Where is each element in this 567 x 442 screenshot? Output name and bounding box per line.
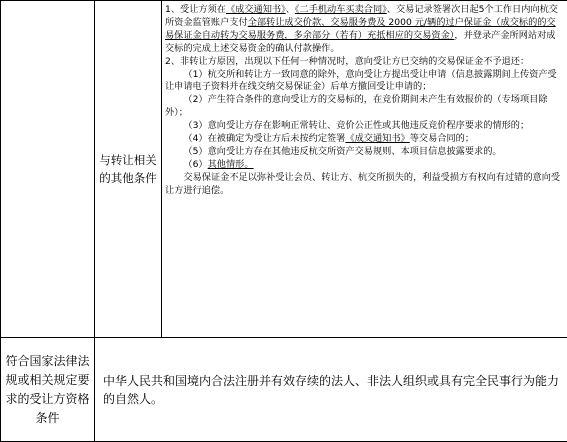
text-segment: ，并登录产金所网站对成交标的完成上述交易资金的确认付款操作。 [165,30,555,54]
underlined-text: 其他情形。 [208,159,254,170]
underlined-text: 《成交通知书》 [345,133,409,144]
row-label-other-conditions: 与转让相关的其他条件 [95,1,162,338]
condition-paragraph [165,4,564,56]
text-segment: （6） [183,159,207,170]
condition-paragraph [165,69,564,95]
text-segment: 、交易记录签署次日起5个工作日内向杭交所资金监管账户支付 [165,4,558,28]
text-segment: 交易保证金不足以弥补受让会员、转让方、杭交所损失的，利益受损方有权向有过错的意向受让方进行追偿。 [165,172,560,196]
text-segment: （5）意向受让方存在其他违反杭交所资产交易规则、本项目信息披露要求的。 [183,146,501,157]
condition-paragraph [165,172,564,198]
underlined-text: 全部转让成交价款、交易服务费及 2000 元/辆的过户保证金（成交标的的交易保证金自动转为交易服务费，多余部分（若有）充抵相应的交易资金） [165,17,556,41]
text-segment: （4）在被确定为受让方后未按约定签署 [183,133,345,144]
text-segment: 等交易合同的； [410,133,474,144]
text-segment: （3）意向受让方存在影响正常转让、竞价公正性或其他违反竞价程序要求的情形的； [183,120,529,131]
table-row-qualification [1,338,567,442]
table-row-other-conditions [1,1,567,338]
condition-paragraph [165,94,564,120]
underlined-text: 《成交通知书》 [226,4,286,15]
underlined-text: 《二手机动车买卖合同》 [295,4,387,15]
other-conditions-content [162,1,567,338]
condition-paragraph [165,120,564,133]
qualification-content: 中华人民共和国境内合法注册并有效存续的法人、非法人组织或具有完全民事行为能力的自然人。 [95,338,567,442]
condition-paragraph [165,159,564,172]
condition-paragraph [165,133,564,146]
text-segment: 1、受让方须在 [165,4,226,15]
condition-paragraph [165,56,564,69]
condition-paragraph [165,146,564,159]
empty-left-cell [1,1,95,338]
text-segment: （2）产生符合条件的意向受让方的交易标的，在竞价期间未产生有效报价的（专场项目除外）； [165,94,548,118]
row-label-qualification: 符合国家法律法规或相关规定要求的受让方资格条件 [1,338,95,442]
text-segment: 、 [286,4,295,15]
text-segment: （1）杭交所和转让方一致同意的除外，意向受让方提出受让申请（信息披露期间上传资产受让申请电子资料并在线交纳交易保证金）后单方撤回受让申请的； [165,69,557,93]
text-segment: 2、非转让方原因，出现以下任何一种情况时，意向受让方已交纳的交易保证金不予退还： [165,56,529,67]
